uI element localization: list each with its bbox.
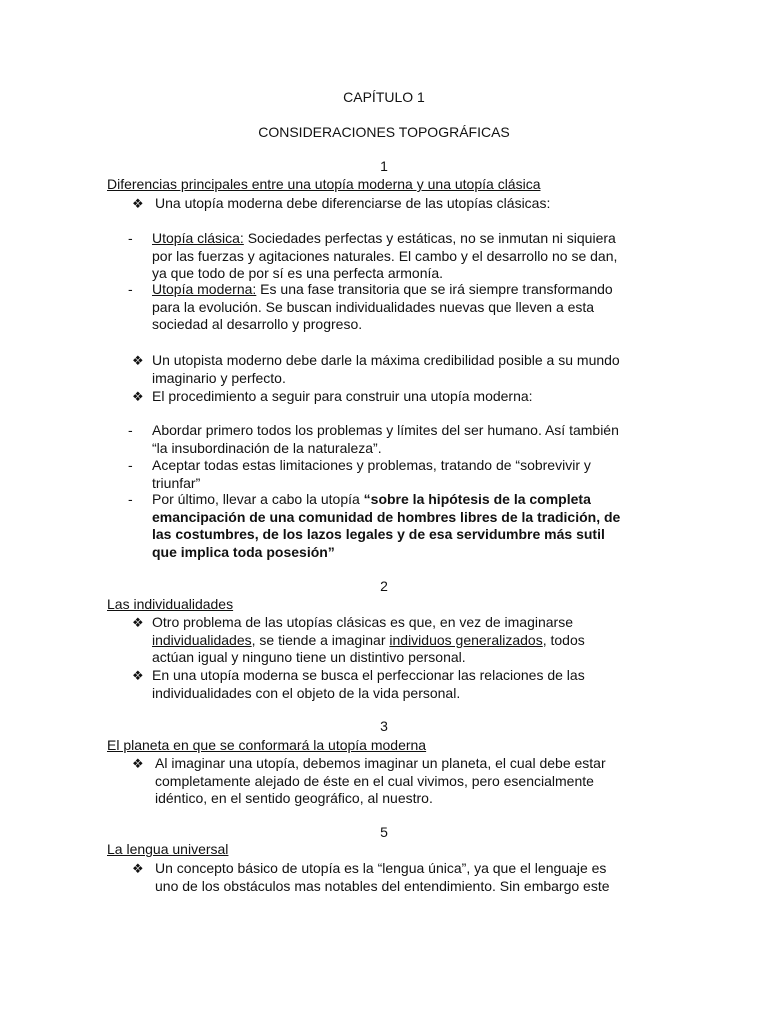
term-label: individuos generalizados bbox=[389, 631, 543, 648]
bullet-text: Al imaginar una utopía, debemos imaginar un planeta, el cual debe estar bbox=[155, 755, 606, 771]
bullet-text: En una utopía moderna se busca el perfeccionar las relaciones de las bbox=[152, 667, 585, 683]
section-heading: La lengua universal bbox=[107, 841, 229, 857]
bullet-text: idéntico, en el sentido geográfico, al nuestro. bbox=[155, 790, 433, 806]
bullet-text: actúan igual y ninguno tiene un distintivo personal. bbox=[152, 649, 466, 665]
item-text: “la insubordinación de la naturaleza”. bbox=[152, 439, 382, 456]
diamond-bullet-icon: ❖ bbox=[132, 668, 144, 683]
item-text: para la evolución. Se buscan individualidades nuevas que lleven a esta bbox=[152, 298, 595, 315]
quote-text: las costumbres, de los lazos legales y de esa servidumbre más sutil bbox=[152, 526, 605, 542]
item-text: Es una fase transitoria que se irá siempre transformando bbox=[256, 281, 613, 297]
bullet-item bbox=[132, 388, 533, 406]
term-label: Utopía moderna: bbox=[152, 281, 257, 297]
diamond-bullet-icon: ❖ bbox=[132, 615, 144, 630]
bullet-text: completamente alejado de éste en el cual vivimos, pero esencialmente bbox=[155, 772, 594, 789]
bullet-text: Otro problema de las utopías clásicas es que, en vez de imaginarse bbox=[152, 614, 574, 630]
diamond-bullet-icon: ❖ bbox=[132, 861, 144, 876]
document-title: CONSIDERACIONES TOPOGRÁFICAS bbox=[258, 124, 510, 140]
item-text: triunfar” bbox=[152, 474, 201, 491]
bullet-text: imaginario y perfecto. bbox=[152, 369, 286, 386]
bullet-item bbox=[132, 614, 585, 667]
dash-bullet-icon: - bbox=[128, 230, 133, 246]
item-text: ya que todo de por sí es una perfecta armonía. bbox=[152, 265, 444, 281]
diamond-bullet-icon: ❖ bbox=[132, 196, 144, 211]
bullet-text: , todos bbox=[542, 631, 585, 648]
dash-bullet-icon: - bbox=[128, 422, 133, 438]
section-number: 2 bbox=[380, 578, 388, 594]
section-number: 1 bbox=[380, 158, 388, 174]
bullet-text: individualidades con el objeto de la vida personal. bbox=[152, 684, 461, 701]
item-text: por las fuerzas y agitaciones naturales. El cambo y el desarrollo no se dan, bbox=[152, 247, 618, 264]
item-text: Sociedades perfectas y estáticas, no se inmutan ni siquiera bbox=[243, 230, 616, 246]
quote-text: que implica toda posesión” bbox=[152, 543, 335, 560]
dash-item bbox=[128, 281, 613, 334]
dash-item bbox=[128, 457, 591, 492]
dash-bullet-icon: - bbox=[128, 281, 133, 297]
diamond-bullet-icon: ❖ bbox=[132, 389, 144, 404]
bullet-text: , se tiende a imaginar bbox=[251, 631, 390, 648]
bullet-item bbox=[132, 667, 585, 702]
bullet-text: El procedimiento a seguir para construir una utopía moderna: bbox=[152, 388, 533, 404]
diamond-bullet-icon: ❖ bbox=[132, 756, 144, 771]
dash-item bbox=[128, 491, 621, 561]
term-label: Utopía clásica: bbox=[152, 230, 244, 246]
item-text: Por último, llevar a cabo la utopía bbox=[152, 491, 364, 507]
bullet-item bbox=[132, 860, 610, 895]
quote-text: emancipación de una comunidad de hombres libres de la tradición, de bbox=[152, 508, 621, 525]
term-label: individualidades bbox=[152, 631, 252, 648]
item-text: Aceptar todas estas limitaciones y problemas, tratando de “sobrevivir y bbox=[152, 457, 591, 473]
bullet-item bbox=[132, 195, 551, 213]
bullet-text: uno de los obstáculos mas notables del entendimiento. Sin embargo este bbox=[155, 877, 610, 894]
bullet-item bbox=[132, 755, 606, 808]
diamond-bullet-icon: ❖ bbox=[132, 353, 144, 368]
bullet-text: Un utopista moderno debe darle la máxima credibilidad posible a su mundo bbox=[152, 352, 620, 368]
bullet-text: Una utopía moderna debe diferenciarse de las utopías clásicas: bbox=[155, 195, 551, 211]
quote-text: “sobre la hipótesis de la completa bbox=[363, 491, 591, 507]
bullet-text: Un concepto básico de utopía es la “lengua única”, ya que el lenguaje es bbox=[155, 860, 607, 876]
dash-item bbox=[128, 230, 618, 283]
dash-bullet-icon: - bbox=[128, 491, 133, 507]
section-number: 3 bbox=[380, 718, 388, 734]
dash-item bbox=[128, 422, 619, 457]
chapter-heading: CAPÍTULO 1 bbox=[343, 89, 425, 105]
item-text: sociedad al desarrollo y progreso. bbox=[152, 316, 363, 332]
section-heading: El planeta en que se conformará la utopía moderna bbox=[107, 737, 427, 753]
section-heading: Diferencias principales entre una utopía moderna y una utopía clásica bbox=[107, 176, 541, 192]
dash-bullet-icon: - bbox=[128, 457, 133, 473]
item-text: Abordar primero todos los problemas y límites del ser humano. Así también bbox=[152, 422, 619, 438]
section-heading: Las individualidades bbox=[107, 596, 234, 612]
bullet-item bbox=[132, 352, 620, 387]
section-number: 5 bbox=[380, 824, 388, 840]
